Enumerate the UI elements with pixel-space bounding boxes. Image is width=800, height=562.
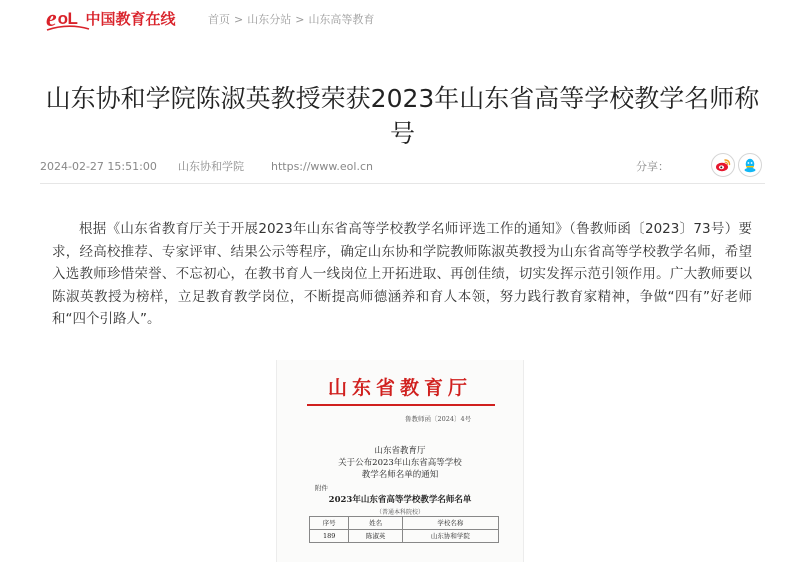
qq-share-button[interactable] [738, 153, 762, 177]
table-cell-number: 189 [310, 530, 349, 543]
share-label: 分享： [636, 160, 669, 173]
article-source: 山东协和学院 [178, 160, 244, 173]
meta-divider [40, 183, 765, 184]
source-url: https://www.eol.cn [271, 160, 373, 173]
document-annex-label: 附件 [315, 484, 328, 492]
breadcrumb-separator: > [295, 13, 305, 26]
publish-date: 2024-02-27 15:51:00 [40, 160, 157, 173]
document-header: 山东省教育厅 [327, 377, 472, 399]
site-logo[interactable] [46, 6, 175, 32]
document-title-line-1: 关于公布2023年山东省高等学校 [338, 458, 462, 468]
table-header-number: 序号 [310, 517, 349, 530]
eol-logo-mark: e oL [46, 6, 77, 32]
breadcrumb-separator: > [234, 13, 244, 26]
site-name: 中国教育在线 [85, 10, 176, 28]
document-list-title: 2023年山东省高等学校教学名师名单 [328, 495, 472, 505]
document-issuer: 山东省教育厅 [374, 446, 426, 456]
weibo-icon [715, 158, 731, 172]
document-red-line [307, 404, 495, 406]
table-header-name: 姓名 [349, 517, 403, 530]
article-title: 山东协和学院陈淑英教授荣获2023年山东省高等学校教学名师称号 [45, 83, 760, 148]
top-bar [0, 0, 800, 40]
breadcrumb-higher-education[interactable]: 山东高等教育 [308, 13, 375, 26]
table-header-row [310, 517, 499, 530]
breadcrumb-shandong[interactable]: 山东分站 [247, 13, 292, 26]
table-row [310, 530, 499, 543]
article-meta [40, 153, 765, 183]
breadcrumb [208, 12, 374, 28]
document-number: 鲁教师函〔2024〕4号 [405, 415, 472, 423]
document-title-line-2: 教学名师名单的通知 [361, 470, 439, 480]
table-cell-name: 陈淑英 [349, 530, 403, 543]
logo-swoosh-icon [46, 24, 90, 32]
document-image [276, 360, 524, 562]
article-body: 根据《山东省教育厅关于开展2023年山东省高等学校教学名师评选工作的通知》（鲁教师函〔2023〕73号）要求，经高校推荐、专家评审、结果公示等程序，确定山东协和学院教师陈淑英教授为山东省高等学校教学名师，希望入选教师珍惜荣誉、不忘初心，在教书育人一线岗位上开拓进取、再创佳绩，切实发挥示范引领作用。广大教师要以陈淑英教授为榜样，立足教育教学岗位，不断提高师德涵养和育人本领，努力践行教育家精神，争做“四有”好老师和“四个引路人”。 [52, 221, 752, 327]
qq-icon [744, 158, 756, 173]
weibo-share-button[interactable] [711, 153, 735, 177]
breadcrumb-home[interactable]: 首页 [208, 13, 230, 26]
table-cell-school: 山东协和学院 [402, 530, 498, 543]
table-header-school: 学校名称 [402, 517, 498, 530]
document-table [309, 516, 499, 543]
document-list-subtitle: （普通本科院校） [375, 509, 424, 516]
